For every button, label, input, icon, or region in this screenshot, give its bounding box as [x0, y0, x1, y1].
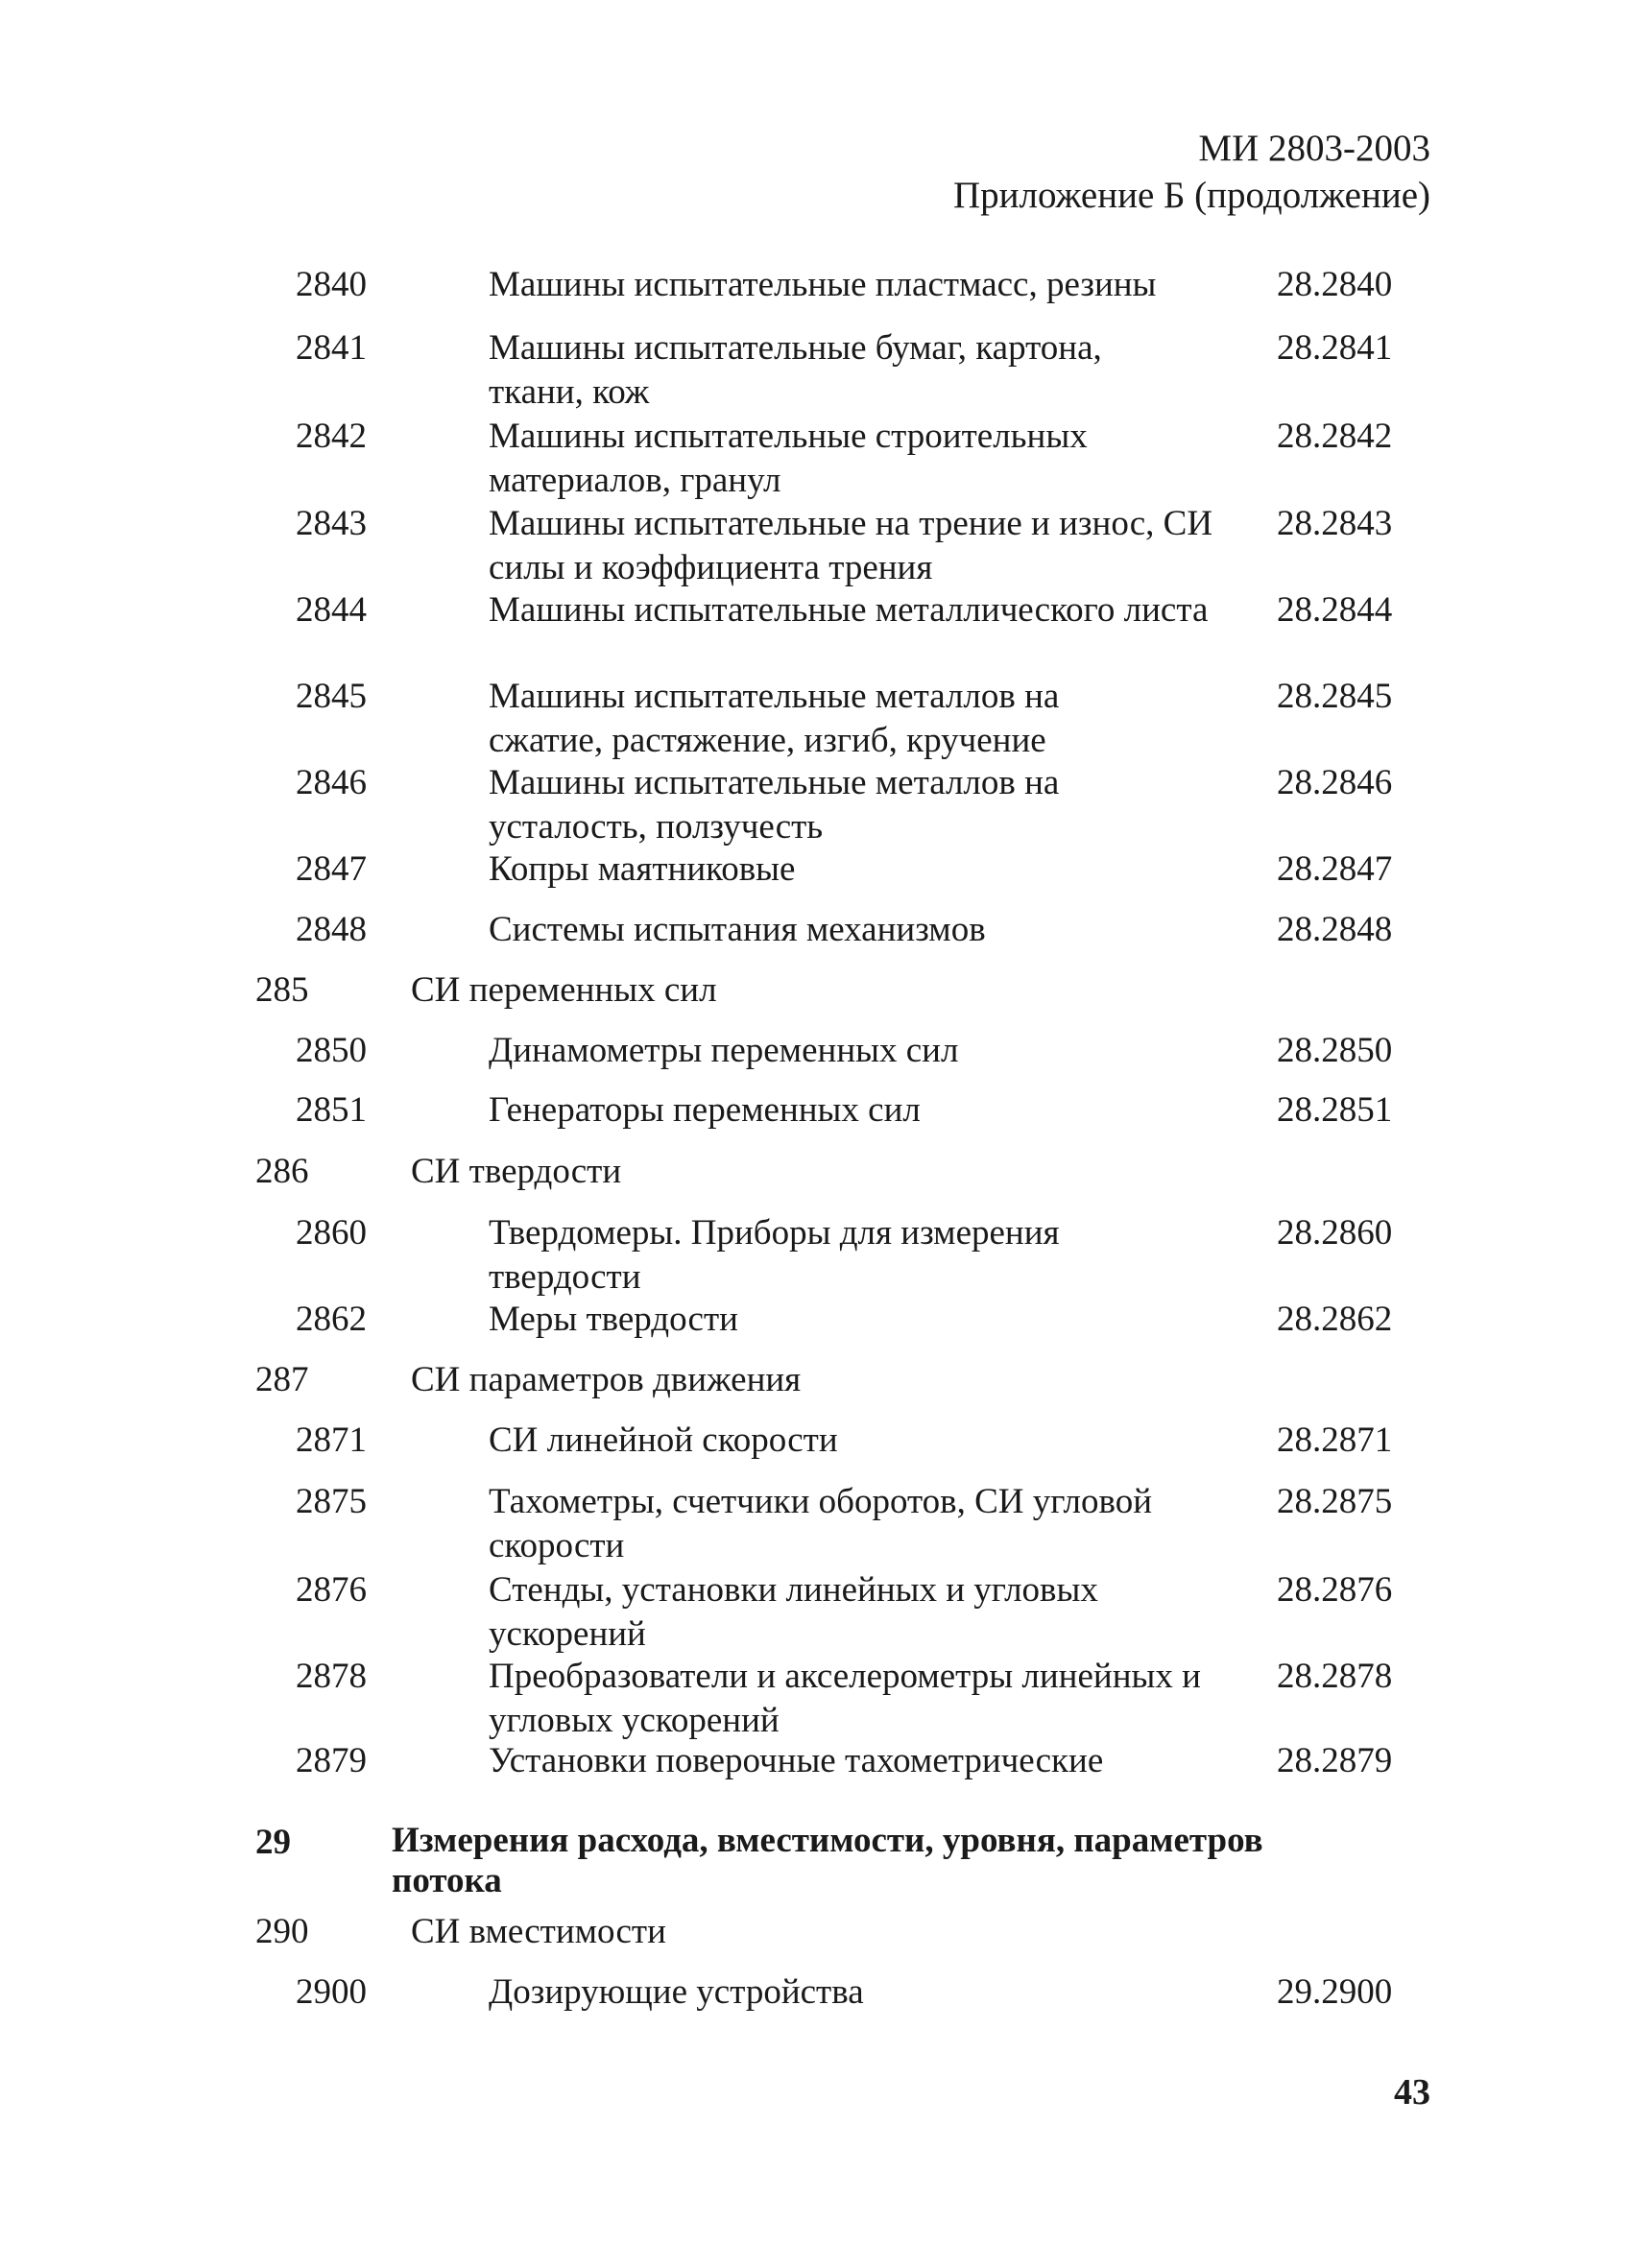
entry-code: 2876: [296, 1570, 367, 1610]
entry-name: Меры твердости: [489, 1300, 738, 1339]
entry-ref: 28.2848: [1277, 910, 1393, 949]
entry-ref: 28.2875: [1277, 1482, 1393, 1521]
entry-code: 2843: [296, 504, 367, 543]
entry-name: Генераторы переменных сил: [489, 1090, 921, 1130]
document-number: МИ 2803-2003: [1198, 128, 1430, 169]
entry-code: 2841: [296, 328, 367, 368]
entry-ref: 28.2879: [1277, 1741, 1393, 1780]
entry-ref: 28.2846: [1277, 763, 1393, 802]
entry-name: Стенды, установки линейных и угловых ускорений: [489, 1570, 1098, 1654]
entry-code: 2840: [296, 265, 367, 304]
entry-ref: 28.2871: [1277, 1420, 1393, 1460]
entry-name: Твердомеры. Приборы для измерения твердости: [489, 1213, 1060, 1297]
entry-ref: 28.2842: [1277, 417, 1393, 456]
entry-code: 2860: [296, 1213, 367, 1253]
entry-name: Машины испытательные пластмасс, резины: [489, 265, 1157, 304]
entry-ref: 29.2900: [1277, 1972, 1393, 2012]
entry-name: СИ линейной скорости: [489, 1420, 838, 1460]
entry-code: 2848: [296, 910, 367, 949]
entry-ref: 28.2878: [1277, 1657, 1393, 1696]
group-code: 285: [255, 970, 309, 1010]
entry-code: 2844: [296, 590, 367, 630]
entry-code: 2871: [296, 1420, 367, 1460]
entry-code: 2842: [296, 417, 367, 456]
section-name: Измерения расхода, вместимости, уровня, параметров потока: [392, 1821, 1263, 1900]
entry-ref: 28.2860: [1277, 1213, 1393, 1253]
group-name: СИ переменных сил: [411, 970, 717, 1010]
entry-name: Машины испытательные на трение и износ, СИ силы и коэффициента трения: [489, 504, 1213, 587]
entry-ref: 28.2844: [1277, 590, 1393, 630]
entry-code: 2850: [296, 1031, 367, 1070]
entry-ref: 28.2845: [1277, 677, 1393, 716]
entry-ref: 28.2847: [1277, 849, 1393, 889]
entry-name: Машины испытательные металлов на сжатие, растяжение, изгиб, кручение: [489, 677, 1060, 760]
entry-name: Динамометры переменных сил: [489, 1031, 959, 1070]
entry-name: Установки поверочные тахометрические: [489, 1741, 1104, 1780]
group-name: СИ твердости: [411, 1152, 622, 1191]
entry-ref: 28.2850: [1277, 1031, 1393, 1070]
entry-code: 2851: [296, 1090, 367, 1130]
group-code: 290: [255, 1912, 309, 1951]
group-code: 287: [255, 1360, 309, 1399]
group-name: СИ параметров движения: [411, 1360, 802, 1399]
entry-code: 2879: [296, 1741, 367, 1780]
entry-ref: 28.2841: [1277, 328, 1393, 368]
entry-name: Машины испытательные строительных материалов, гранул: [489, 417, 1088, 500]
entry-code: 2862: [296, 1300, 367, 1339]
group-code: 286: [255, 1152, 309, 1191]
entry-code: 2846: [296, 763, 367, 802]
entry-ref: 28.2876: [1277, 1570, 1393, 1610]
entry-ref: 28.2843: [1277, 504, 1393, 543]
entry-name: Системы испытания механизмов: [489, 910, 986, 949]
entry-name: Дозирующие устройства: [489, 1972, 864, 2012]
entry-ref: 28.2862: [1277, 1300, 1393, 1339]
entry-name: Машины испытательные металлов на усталость, ползучесть: [489, 763, 1060, 847]
entry-code: 2875: [296, 1482, 367, 1521]
entry-ref: 28.2851: [1277, 1090, 1393, 1130]
entry-code: 2845: [296, 677, 367, 716]
entry-name: Тахометры, счетчики оборотов, СИ угловой скорости: [489, 1482, 1153, 1565]
section-code: 29: [255, 1823, 291, 1862]
entry-code: 2878: [296, 1657, 367, 1696]
entry-name: Машины испытательные бумаг, картона, ткани, кож: [489, 328, 1102, 412]
entry-name: Машины испытательные металлического листа: [489, 590, 1209, 630]
entry-name: Копры маятниковые: [489, 849, 796, 889]
entry-name: Преобразователи и акселерометры линейных и угловых ускорений: [489, 1657, 1201, 1740]
page-number: 43: [1394, 2072, 1430, 2113]
entry-code: 2900: [296, 1972, 367, 2012]
entry-ref: 28.2840: [1277, 265, 1393, 304]
entry-code: 2847: [296, 849, 367, 889]
group-name: СИ вместимости: [411, 1912, 666, 1951]
appendix-title: Приложение Б (продолжение): [952, 175, 1430, 216]
